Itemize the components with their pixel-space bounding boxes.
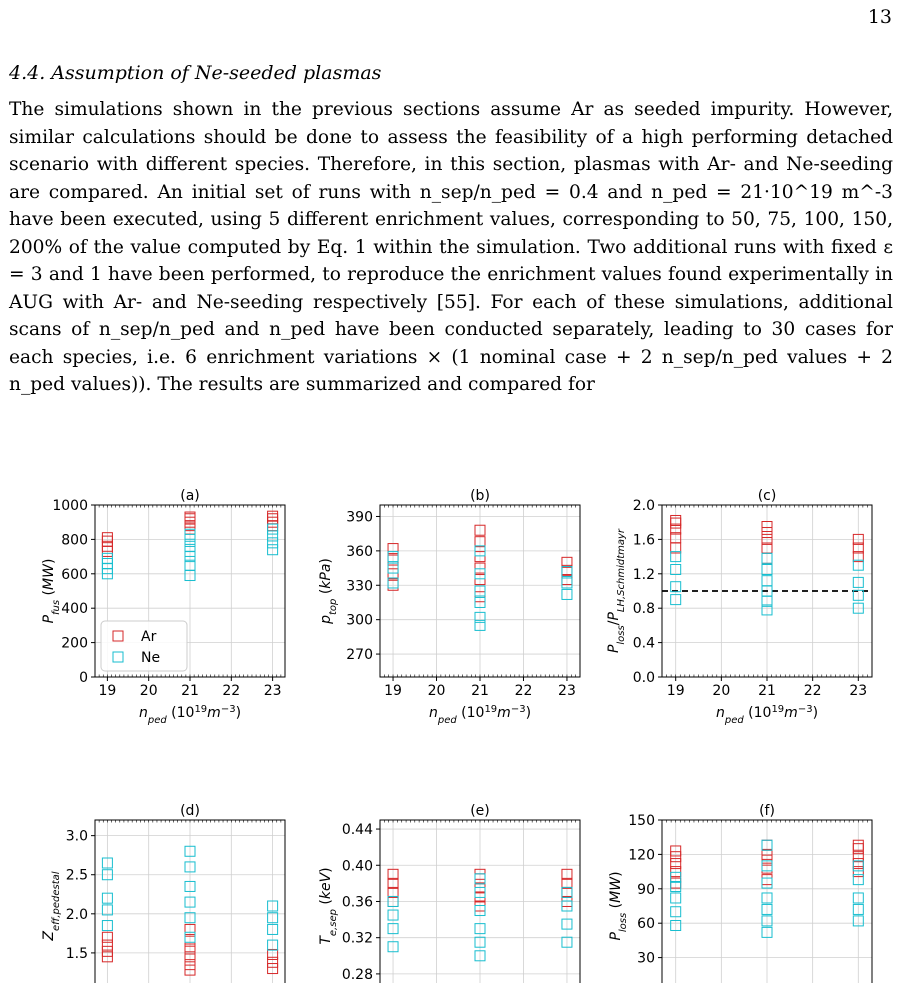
y-tick-label: 2.0 (65, 906, 88, 923)
y-axis-label: $P_{fus}$ (MW) (41, 558, 62, 624)
y-tick-label: 600 (61, 566, 88, 583)
y-tick-label: 390 (346, 509, 373, 526)
x-tick-label: 23 (263, 683, 282, 699)
panel-title: (a) (180, 488, 200, 504)
y-tick-label: 0.44 (341, 822, 373, 839)
legend-label-ar: Ar (141, 629, 157, 645)
x-tick-label: 23 (849, 683, 868, 699)
x-tick-label: 22 (222, 683, 241, 699)
x-tick-label: 19 (384, 683, 402, 699)
x-tick-label: 19 (98, 683, 117, 699)
y-tick-label: 0.4 (632, 635, 655, 652)
x-tick-label: 22 (514, 683, 533, 699)
x-axis-label: $n_{ped}$ $(10^{19}m^{-3})$ (428, 703, 532, 726)
x-tick-label: 20 (139, 683, 158, 699)
y-axis-label: $p_{top}$ (kPa) (318, 558, 339, 624)
y-tick-label: 60 (637, 916, 655, 933)
y-tick-label: 1000 (52, 498, 88, 514)
page-number: 13 (867, 6, 892, 28)
x-tick-label: 21 (471, 683, 489, 699)
y-tick-label: 0 (79, 670, 88, 686)
y-tick-label: 1.6 (632, 532, 655, 549)
x-tick-label: 20 (712, 683, 731, 699)
y-tick-label: 1.2 (632, 566, 655, 583)
y-tick-label: 2.5 (65, 867, 88, 884)
y-tick-label: 0.28 (341, 966, 373, 983)
legend-label-ne: Ne (141, 650, 161, 666)
paragraph-text: The simulations shown in the previous sections assume Ar as seeded impurity. However, similar calculations should be done to assess the feasibility of a high performing detached scenario with different species. Therefore, in this section, plasmas with Ar- and Ne-seeding are compared. An initial set of runs with n_sep/n_ped = 0.4 and n_ped = 21·10^19 m^-3 have been executed, using 5 different enrichment values, corresponding to 50, 75, 100, 150, 200% of the value computed by Eq. 1 within the simulation. Two additional runs with fixed ε = 3 and 1 have been performed, to reproduce the enrichment values found experimentally in AUG with Ar- and Ne-seeding respectively [55]. For each of these simulations, additional scans of n_sep/n_ped and n_ped have been conducted separately, leading to 30 cases for each species, i.e. 6 enrichment variations × (1 nominal case + 2 n_sep/n_ped values + 2 n_ped values)). The results are summarized and compared for (9, 99, 893, 395)
y-tick-label: 150 (628, 813, 655, 829)
y-tick-label: 400 (61, 601, 88, 618)
y-axis-label: $P_{loss}/P_{LH,Schmidtmayr}$ (606, 528, 627, 654)
x-tick-label: 21 (758, 683, 776, 699)
y-tick-label: 2.0 (632, 498, 655, 514)
y-tick-label: 3.0 (65, 828, 88, 845)
y-tick-label: 30 (637, 950, 655, 967)
x-axis-label: $n_{ped}$ $(10^{19}m^{-3})$ (715, 703, 819, 726)
x-tick-label: 23 (558, 683, 576, 699)
panel-title: (f) (759, 803, 775, 819)
panel-title: (d) (180, 803, 200, 819)
y-tick-label: 0.8 (632, 601, 655, 618)
panel-title: (e) (470, 803, 490, 819)
y-tick-label: 0.36 (341, 894, 373, 911)
y-tick-label: 0.40 (341, 858, 373, 875)
x-tick-label: 19 (666, 683, 685, 699)
y-tick-label: 0.32 (341, 930, 373, 947)
y-axis-label: $Z_{eff,pedestal}$ (41, 871, 62, 941)
y-tick-label: 800 (61, 532, 88, 549)
y-tick-label: 270 (346, 647, 373, 664)
y-tick-label: 300 (346, 612, 373, 629)
y-axis-label: $T_{e,sep}$ (keV) (318, 867, 339, 945)
y-axis-label: $P_{loss}$ (MW) (608, 871, 629, 941)
y-tick-label: 1.5 (65, 945, 88, 962)
panel-title: (b) (470, 488, 490, 504)
y-tick-label: 200 (61, 635, 88, 652)
x-tick-label: 22 (803, 683, 822, 699)
panel-title: (c) (757, 488, 777, 504)
x-tick-label: 21 (181, 683, 199, 699)
x-axis-label: $n_{ped}$ $(10^{19}m^{-3})$ (138, 703, 242, 726)
y-tick-label: 360 (346, 543, 373, 560)
y-tick-label: 330 (346, 578, 373, 595)
x-tick-label: 20 (427, 683, 446, 699)
y-tick-label: 0.0 (632, 670, 655, 686)
section-heading: 4.4. Assumption of Ne-seeded plasmas (9, 62, 382, 84)
y-tick-label: 90 (637, 881, 655, 898)
y-tick-label: 120 (628, 847, 655, 864)
